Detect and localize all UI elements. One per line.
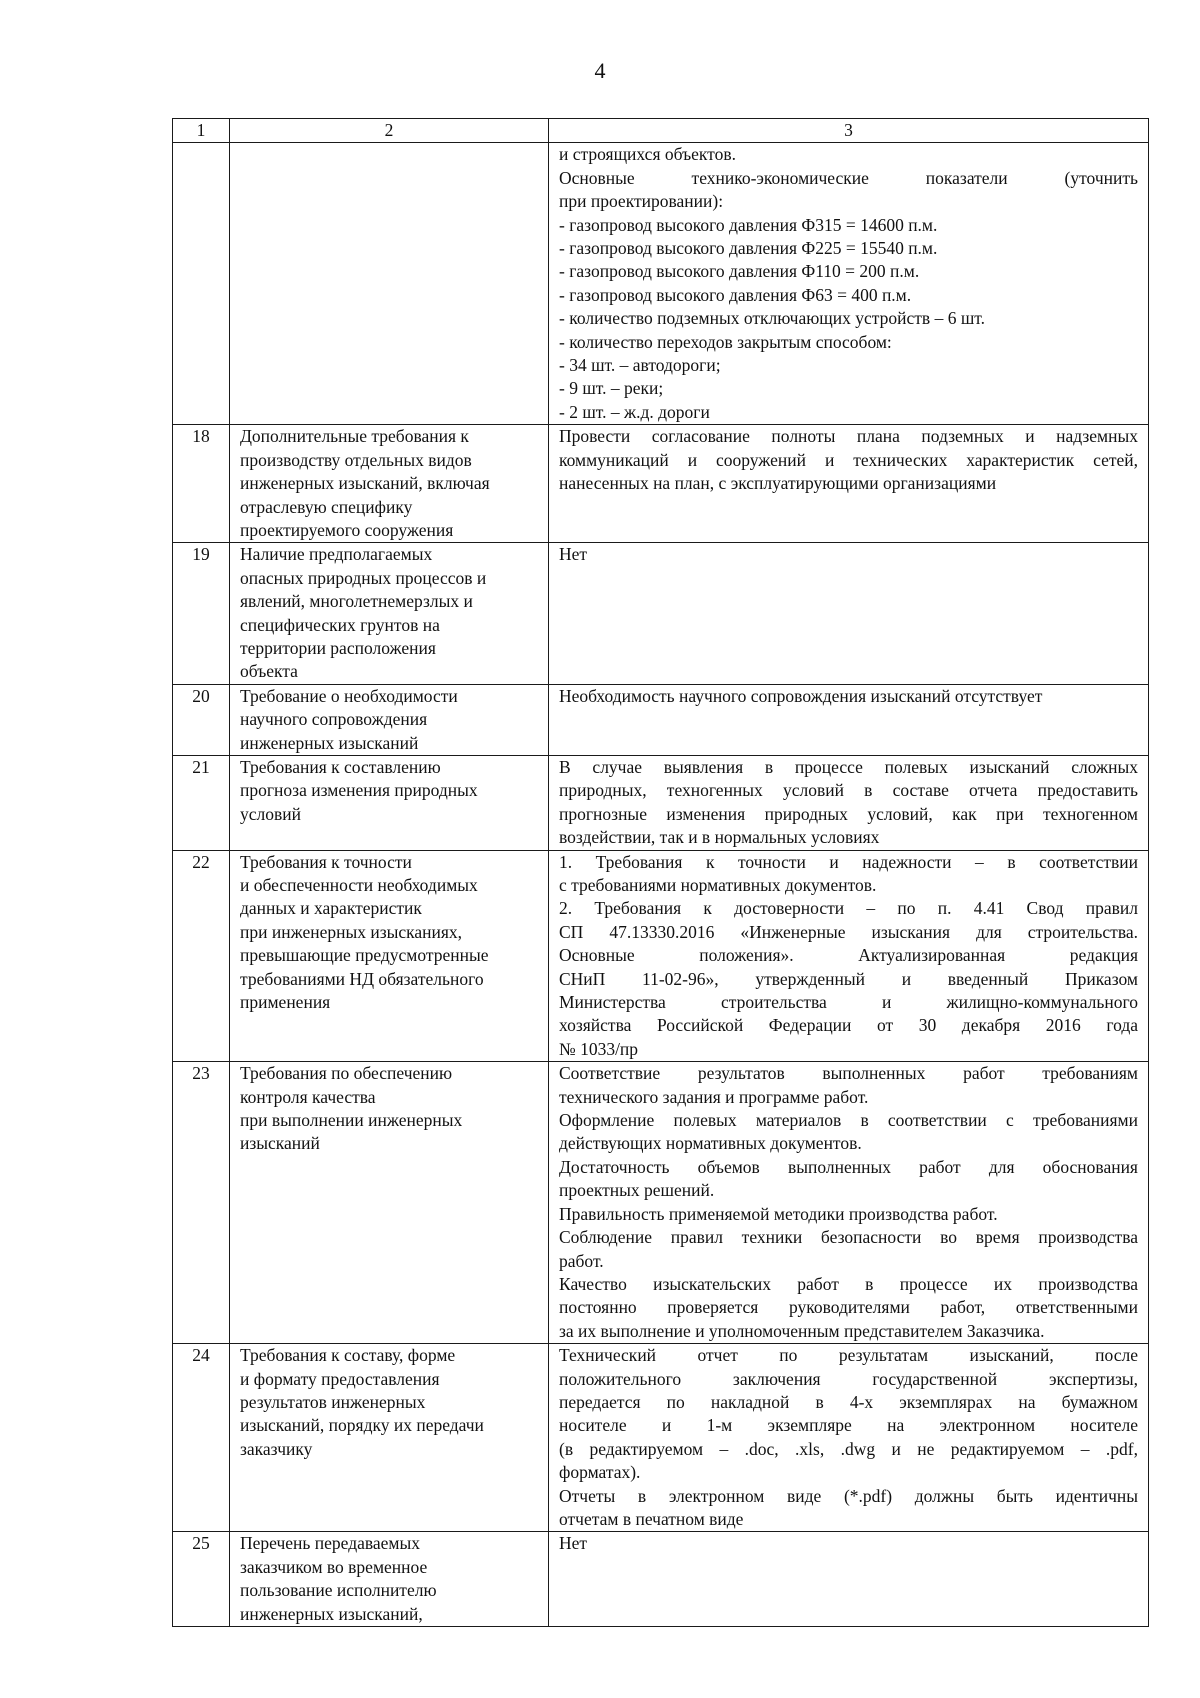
row-number: 25: [173, 1532, 230, 1627]
value-line: форматах).: [559, 1462, 641, 1483]
parameter-line: специфических грунтов на: [240, 614, 440, 635]
value-cell: [549, 425, 1149, 543]
value-cell: [549, 755, 1149, 850]
table-row-18: [173, 425, 1149, 543]
row-number: 19: [173, 543, 230, 684]
parameter-line: инженерных изысканий: [240, 732, 419, 753]
value-line: отчетам в печатном виде: [559, 1508, 744, 1529]
value-line: - количество подземных отключающих устройств – 6 шт.: [559, 308, 985, 329]
value-line: действующих нормативных документов.: [559, 1133, 862, 1154]
parameter-line: применения: [240, 992, 331, 1013]
value-line: воздействии, так и в нормальных условиях: [559, 827, 880, 848]
parameter-line: при выполнении инженерных: [240, 1110, 463, 1131]
value-line: Необходимость научного сопровождения изысканий отсутствует: [559, 685, 1043, 706]
parameter-cell: [230, 684, 549, 755]
value-line: нанесенных на план, с эксплуатирующими организациями: [559, 473, 997, 494]
value-cell: [549, 1344, 1149, 1532]
parameter-line: заказчиком во временное: [240, 1556, 428, 1577]
parameter-cell: [230, 543, 549, 684]
value-cell: [549, 850, 1149, 1062]
parameter-line: при инженерных изысканиях,: [240, 921, 463, 942]
parameter-line: условий: [240, 803, 301, 824]
table-row-20: [173, 684, 1149, 755]
parameter-line: контроля качества: [240, 1086, 376, 1107]
value-line: коммуникаций и сооружений и технических характеристик сетей,: [559, 449, 1138, 470]
value-line: № 1033/пр: [559, 1038, 639, 1059]
parameter-cell: [230, 1532, 549, 1627]
parameter-line: Перечень передаваемых: [240, 1533, 421, 1554]
value-line: - 9 шт. – реки;: [559, 378, 664, 399]
page-number: 4: [594, 58, 606, 83]
value-cell: [549, 1532, 1149, 1627]
value-line: - газопровод высокого давления Ф225 = 15540 п.м.: [559, 238, 938, 259]
row-number: 20: [173, 684, 230, 755]
value-line: носителе и 1-м экземпляре на электронном носителе: [559, 1415, 1138, 1436]
table-row-21: [173, 755, 1149, 850]
value-line: - 2 шт. – ж.д. дороги: [559, 401, 710, 422]
value-line: Качество изыскательских работ в процессе их производства: [559, 1273, 1138, 1294]
value-line: 2. Требования к достоверности – по п. 4.41 Свод правил: [559, 898, 1138, 919]
value-line: при проектировании):: [559, 191, 724, 212]
parameter-line: производству отдельных видов: [240, 449, 472, 470]
value-line: - 34 шт. – автодороги;: [559, 355, 721, 376]
value-line: технического задания и программе работ.: [559, 1086, 869, 1107]
value-line: передается по накладной в 4-х экземплярах на бумажном: [559, 1391, 1138, 1412]
value-line: Технический отчет по результатам изысканий, после: [559, 1345, 1138, 1366]
value-line: - газопровод высокого давления Ф63 = 400 п.м.: [559, 284, 912, 305]
parameter-line: Требования к точности: [240, 851, 412, 872]
value-line: Достаточность объемов выполненных работ для обоснования: [559, 1156, 1138, 1177]
parameter-line: результатов инженерных: [240, 1391, 426, 1412]
parameter-line: научного сопровождения: [240, 709, 428, 730]
row-number: 24: [173, 1344, 230, 1532]
parameter-cell: [230, 1344, 549, 1532]
parameter-line: пользование исполнителю: [240, 1580, 437, 1601]
table-row-25: [173, 1532, 1149, 1627]
specification-table: [172, 118, 1149, 1627]
row-number: 18: [173, 425, 230, 543]
value-line: за их выполнение и уполномоченным представителем Заказчика.: [559, 1320, 1045, 1341]
value-line: хозяйства Российской Федерации от 30 декабря 2016 года: [559, 1015, 1138, 1036]
parameter-line: Требования к составу, форме: [240, 1345, 456, 1366]
header-col-2: 2: [230, 119, 549, 143]
table-row-24: [173, 1344, 1149, 1532]
parameter-cell: [230, 755, 549, 850]
value-line: Нет: [559, 1533, 588, 1554]
value-line: Оформление полевых материалов в соответствии с требованиями: [559, 1110, 1138, 1131]
value-cell: [549, 1062, 1149, 1344]
table-header-row: [173, 119, 1149, 143]
table-row-continuation: [173, 143, 1149, 425]
value-line: (в редактируемом – .doc, .xls, .dwg и не редактируемом – .pdf,: [559, 1438, 1138, 1459]
value-line: - количество переходов закрытым способом:: [559, 331, 892, 352]
row-number: 23: [173, 1062, 230, 1344]
value-line: и строящихся объектов.: [559, 144, 736, 165]
value-line: Соблюдение правил техники безопасности во время производства: [559, 1227, 1138, 1248]
parameter-cell: [230, 850, 549, 1062]
value-line: Нет: [559, 544, 588, 565]
row-number: 21: [173, 755, 230, 850]
parameter-line: отраслевую специфику: [240, 496, 413, 517]
value-line: Соответствие результатов выполненных работ требованиям: [559, 1063, 1138, 1084]
parameter-line: Требования по обеспечению: [240, 1063, 453, 1084]
parameter-line: и обеспеченности необходимых: [240, 875, 478, 895]
parameter-line: объекта: [240, 661, 298, 682]
parameter-line: инженерных изысканий, включая: [240, 473, 490, 494]
row-number: 22: [173, 850, 230, 1062]
header-col-3: 3: [549, 119, 1149, 143]
parameter-line: явлений, многолетнемерзлых и: [240, 591, 473, 612]
row-number-cell: [173, 143, 230, 425]
value-line: постоянно проверяется руководителями работ, ответственными: [559, 1297, 1138, 1318]
parameter-line: Требования к составлению: [240, 756, 441, 777]
parameter-line: проектируемого сооружения: [240, 519, 454, 540]
parameter-line: Дополнительные требования к: [240, 426, 469, 447]
value-cell: [549, 543, 1149, 684]
value-cell: [549, 684, 1149, 755]
value-line: природных, техногенных условий в составе отчета предоставить: [559, 780, 1138, 801]
parameter-line: Наличие предполагаемых: [240, 544, 433, 565]
value-line: с требованиями нормативных документов.: [559, 875, 877, 895]
header-col-1: 1: [173, 119, 230, 143]
value-line: Отчеты в электронном виде (*.pdf) должны быть идентичны: [559, 1485, 1138, 1506]
parameter-cell: [230, 143, 549, 425]
parameter-line: инженерных изысканий,: [240, 1603, 423, 1624]
parameter-line: изысканий, порядку их передачи: [240, 1415, 484, 1436]
parameter-line: Требование о необходимости: [240, 685, 458, 706]
value-line: - газопровод высокого давления Ф315 = 14600 п.м.: [559, 214, 938, 235]
value-line: СНиП 11-02-96», утвержденный и введенный Приказом: [559, 968, 1138, 989]
value-line: положительного заключения государственной экспертизы,: [559, 1368, 1138, 1389]
value-line: Основные положения». Актуализированная редакция: [559, 945, 1138, 966]
parameter-line: прогноза изменения природных: [240, 780, 478, 801]
value-line: 1. Требования к точности и надежности – в соответствии: [559, 851, 1138, 872]
value-line: СП 47.13330.2016 «Инженерные изыскания для строительства.: [559, 921, 1138, 942]
value-line: Правильность применяемой методики производства работ.: [559, 1203, 998, 1224]
value-line: - газопровод высокого давления Ф110 = 200 п.м.: [559, 261, 920, 282]
table-row-23: [173, 1062, 1149, 1344]
parameter-line: территории расположения: [240, 637, 436, 658]
value-line: работ.: [559, 1250, 604, 1271]
parameter-cell: [230, 425, 549, 543]
parameter-line: и формату предоставления: [240, 1368, 440, 1389]
value-line: Провести согласование полноты плана подземных и надземных: [559, 426, 1138, 447]
parameter-cell: [230, 1062, 549, 1344]
parameter-line: требованиями НД обязательного: [240, 968, 484, 989]
value-line: проектных решений.: [559, 1180, 715, 1201]
value-line: Министерства строительства и жилищно-коммунального: [559, 992, 1138, 1013]
value-line: Основные технико-экономические показатели (уточнить: [559, 167, 1138, 188]
parameter-line: заказчику: [240, 1438, 313, 1459]
parameter-line: данных и характеристик: [240, 898, 422, 919]
table-row-22: [173, 850, 1149, 1062]
value-line: прогнозные изменения природных условий, как при техногенном: [559, 803, 1138, 824]
parameter-line: изысканий: [240, 1133, 320, 1154]
value-cell: [549, 143, 1149, 425]
parameter-line: превышающие предусмотренные: [240, 945, 489, 966]
table-row-19: [173, 543, 1149, 684]
parameter-line: опасных природных процессов и: [240, 567, 487, 588]
value-line: В случае выявления в процессе полевых изысканий сложных: [559, 756, 1138, 777]
